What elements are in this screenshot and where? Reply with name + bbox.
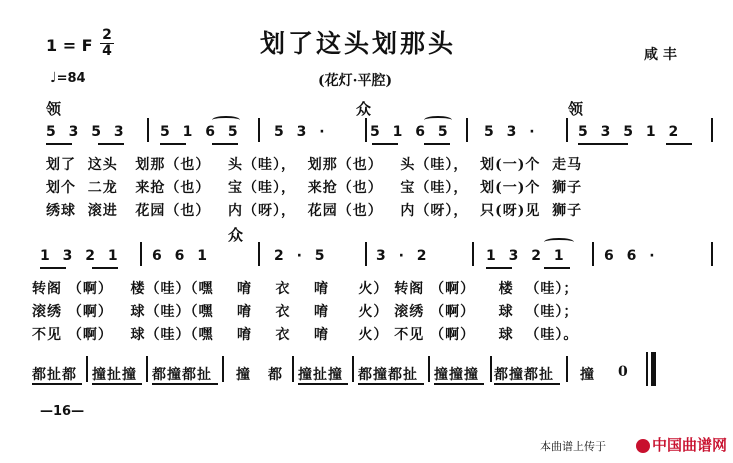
beam	[98, 143, 124, 145]
upload-caption: 本曲谱上传于	[540, 440, 606, 453]
measure: 5 3 5 3	[46, 124, 128, 140]
barline	[147, 118, 149, 142]
beam	[92, 267, 118, 269]
percussion-pattern: 撞扯撞	[298, 367, 343, 383]
barline	[472, 242, 474, 266]
measure: 6 6 ·	[604, 248, 659, 264]
lyric-line-6: 不见 （啊） 球（哇）（嘿 唷 衣 唷 火） 不见 （啊） 球 （哇）。	[32, 327, 579, 343]
beam	[486, 267, 512, 269]
time-signature	[100, 28, 114, 59]
barline	[365, 118, 367, 142]
beam	[544, 267, 570, 269]
key-signature: 1 = F	[46, 36, 93, 55]
lyric-line-3: 绣球 滚进 花园（也） 内（呀）， 花园（也） 内（呀）， 只(呀)见 狮子	[46, 203, 583, 219]
measure: 2 · 5	[274, 248, 329, 264]
beam	[358, 383, 424, 385]
site-name: 中国曲谱网	[652, 436, 728, 454]
barline	[258, 118, 260, 142]
percussion-pattern: 都撞都扯	[152, 367, 212, 383]
site-watermark	[636, 434, 727, 455]
leader-mark: 领	[46, 100, 62, 118]
site-logo-icon	[636, 439, 650, 453]
measure: 5 3 ·	[484, 124, 539, 140]
slur	[212, 116, 240, 124]
barline	[466, 118, 468, 142]
beam	[32, 383, 82, 385]
beam	[40, 267, 66, 269]
barline	[146, 356, 148, 382]
percussion-pattern: 都扯都	[32, 367, 77, 383]
beam	[46, 143, 72, 145]
measure: 1 3 2 1	[486, 248, 568, 264]
slur	[544, 238, 574, 246]
barline	[566, 118, 568, 142]
time-signature-top: 2	[102, 27, 112, 43]
beam	[434, 383, 484, 385]
measure: 5 3 5 1 2	[578, 124, 683, 140]
beam	[424, 143, 450, 145]
quarter-note-icon: ♩	[50, 70, 57, 86]
barline	[566, 356, 568, 382]
chorus-mark: 众	[356, 100, 372, 118]
measure: 6 6 1	[152, 248, 211, 264]
beam	[212, 143, 238, 145]
barline	[292, 356, 294, 382]
page-number: —16—	[40, 404, 85, 419]
barline	[490, 356, 492, 382]
barline	[352, 356, 354, 382]
song-subtitle: (花灯·平腔)	[318, 73, 393, 89]
percussion-rest: 0	[618, 364, 629, 380]
beam	[160, 143, 186, 145]
tempo-marking	[50, 70, 86, 86]
measure: 5 1 6 5	[370, 124, 452, 140]
percussion-pattern: 都撞都扯	[494, 367, 554, 383]
barline	[365, 242, 367, 266]
slur	[424, 116, 452, 124]
composer-credit: 咸 丰	[644, 47, 677, 63]
lyric-line-2: 划个 二龙 来抢（也） 宝（哇）， 来抢（也） 宝（哇）， 划(一)个 狮子	[46, 180, 583, 196]
beam	[494, 383, 560, 385]
percussion-pattern: 撞撞撞	[434, 367, 479, 383]
lyric-line-4: 转阁 （啊） 楼（哇）（嘿 唷 衣 唷 火） 转阁 （啊） 楼 （哇）；	[32, 281, 579, 297]
final-barline-thin	[646, 352, 648, 386]
beam	[372, 143, 398, 145]
measure: 5 1 6 5	[160, 124, 242, 140]
barline	[428, 356, 430, 382]
song-title: 划了这头划那头	[260, 29, 457, 58]
measure: 5 3 ·	[274, 124, 329, 140]
lyric-line-1: 划了 这头 划那（也） 头（哇）， 划那（也） 头（哇）， 划(一)个 走马	[46, 157, 583, 173]
barline	[140, 242, 142, 266]
barline	[592, 242, 594, 266]
lyric-line-5: 滚绣 （啊） 球（哇）（嘿 唷 衣 唷 火） 滚绣 （啊） 球 （哇）；	[32, 304, 579, 320]
chorus-mark: 众	[228, 226, 244, 244]
measure: 1 3 2 1	[40, 248, 122, 264]
leader-mark: 领	[568, 100, 584, 118]
barline	[711, 242, 713, 266]
measure: 3 · 2	[376, 248, 431, 264]
barline	[222, 356, 224, 382]
barline	[86, 356, 88, 382]
percussion-pattern: 撞	[580, 367, 595, 383]
beam	[666, 143, 692, 145]
percussion-pattern: 都撞都扯	[358, 367, 418, 383]
final-barline-thick	[651, 352, 656, 386]
percussion-pattern: 撞扯撞	[92, 367, 137, 383]
barline	[711, 118, 713, 142]
beam	[152, 383, 218, 385]
tempo-value: =84	[56, 71, 86, 86]
beam	[298, 383, 348, 385]
barline	[258, 242, 260, 266]
beam	[578, 143, 628, 145]
beam	[92, 383, 142, 385]
percussion-pattern: 都	[268, 367, 283, 383]
time-signature-bottom: 4	[102, 43, 112, 59]
percussion-pattern: 撞	[236, 367, 251, 383]
